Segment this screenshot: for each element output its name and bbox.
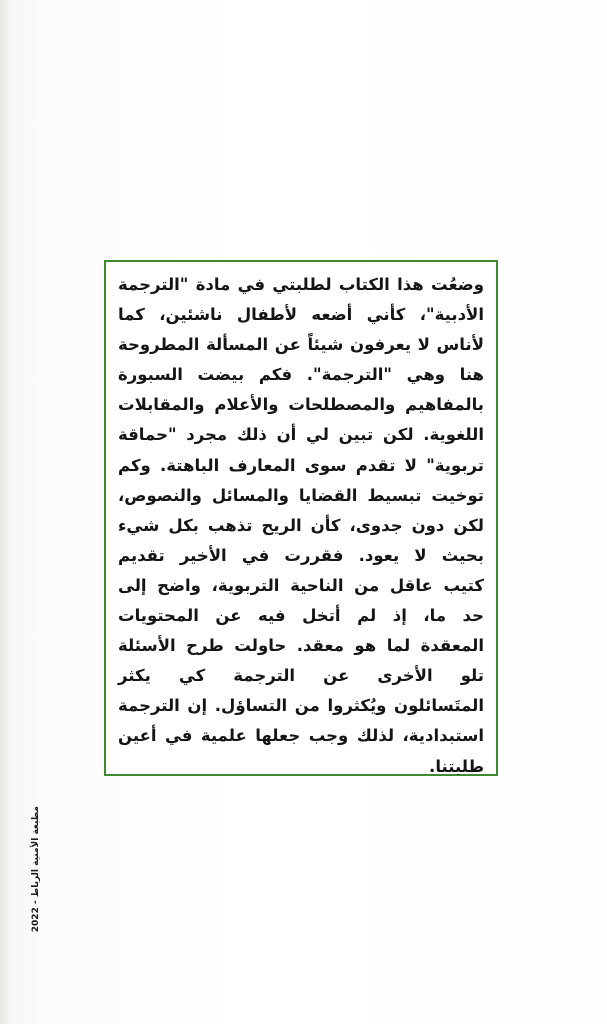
text-line: هنا وهي "الترجمة". فكم بيضت السبورة (118, 365, 484, 385)
text-line: استبدادية، لذلك وجب جعلها علمية في أعين (118, 726, 484, 746)
text-line: كتيب عاقل من الناحية التربوية، واضح إلى (118, 575, 484, 595)
text-line: توخيت تبسيط القضايا والمسائل والنصوص، (118, 485, 484, 505)
text-line: اللغوية. لكن تبين لي أن ذلك مجرد "حماقة (118, 425, 484, 445)
text-line: لأناس لا يعرفون شيئاً عن المسألة المطروحة (118, 335, 484, 355)
text-line: بحيث لا يعود. فقررت في الأخير تقديم (118, 545, 484, 565)
text-line: الأدبية"، كأني أضعه لأطفال ناشئين، كما (118, 305, 484, 325)
text-line: المتَسائلون ويُكثروا من التساؤل. إن الترجمة (118, 696, 484, 716)
text-line: تلو الأخرى عن الترجمة كي يكثر (118, 666, 484, 686)
text-line: المعقدة لما هو معقد. حاولت طرح الأسئلة (118, 636, 484, 656)
text-line: طلبتنا. (429, 756, 484, 776)
text-line: حد ما، إذ لم أتخل فيه عن المحتويات (118, 606, 484, 626)
page-edge-shadow (0, 0, 10, 1024)
text-line: بالمفاهيم والمصطلحات والأعلام والمقابلات (118, 395, 484, 415)
text-line: وضعُت هذا الكتاب لطلبتي في مادة "الترجمة (118, 275, 484, 294)
blurb-paragraph (118, 270, 484, 782)
text-line: تربوية" لا تقدم سوى المعارف الباهتة. وكم (118, 455, 484, 475)
printer-credit: مطبعة الأمنية الرباط - 2022 (31, 806, 41, 933)
text-line: لكن دون جدوى، كأن الريح تذهب بكل شيء (118, 515, 484, 535)
bordered-text-box (104, 260, 498, 776)
